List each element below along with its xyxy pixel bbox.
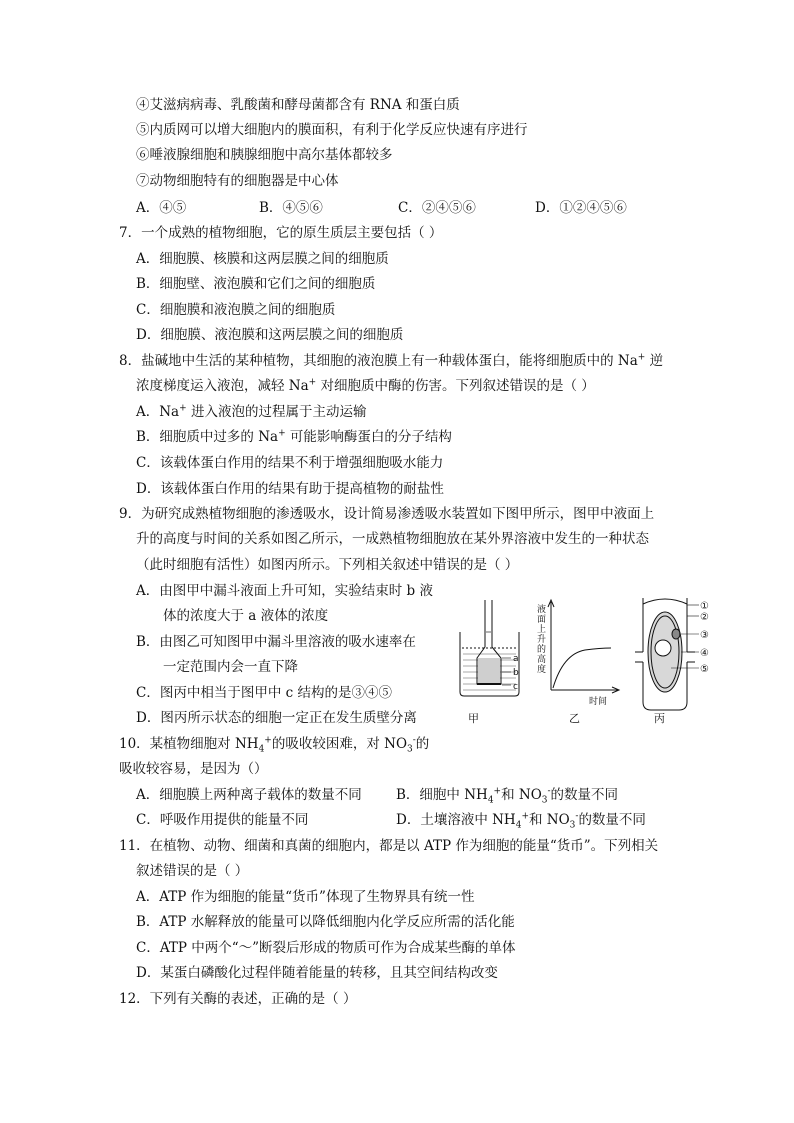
xaxis-label: 时间 (589, 697, 608, 707)
q10-option-d: D．土壤溶液中 $NH_4^+$和 $NO_3^-$的数量不同 (396, 811, 646, 831)
q8-option-c: C．该载体蛋白作用的结果不利于增强细胞吸水能力 (136, 455, 444, 471)
q10-option-c: C．呼吸作用提供的能量不同 (136, 812, 309, 828)
cell-part-3: ③ (700, 630, 709, 641)
q9-stem-line3: （此时细胞有活性）如图丙所示。下列相关叙述中错误的是（ ） (136, 557, 519, 573)
q8-option-a: A．Na+ 进入液泡的过程属于主动运输 (136, 403, 367, 420)
q9-option-a-line2: 体的浓度大于 a 液体的浓度 (163, 608, 329, 624)
q6-option-b: B．④⑤⑥ (259, 200, 323, 216)
q9-option-b-line1: B．由图乙可知图甲中漏斗里溶液的吸水速率在 (136, 634, 416, 650)
q8-stem-line1: 8．盐碱地中生活的某种植物，其细胞的液泡膜上有一种载体蛋白，能将细胞质中的 Na+ 逆 (119, 352, 664, 369)
q9-stem-line1: 9．为研究成熟植物细胞的渗透吸水，设计简易渗透吸水装置如下图甲所示，图甲中液面上 (119, 506, 655, 522)
q11-option-c: C．ATP 中两个“～”断裂后形成的物质可作为合成某些酶的单体 (136, 940, 516, 956)
q12-stem: 12．下列有关酶的表述，正确的是（ ） (119, 991, 357, 1007)
osmosis-figure (455, 592, 720, 730)
q11-option-a: A．ATP 作为细胞的能量“货币”体现了生物界具有统一性 (136, 889, 475, 905)
label-a: a (513, 654, 519, 664)
yaxis-char-5: 的 (537, 645, 547, 655)
q7-option-c: C．细胞膜和液泡膜之间的细胞质 (136, 302, 336, 318)
curve (553, 648, 611, 688)
yaxis-char-7: 度 (537, 665, 547, 675)
q11-option-b: B．ATP 水解释放的能量可以降低细胞内化学反应所需的活化能 (136, 914, 515, 930)
q6-option-a: A．④⑤ (136, 200, 187, 216)
q7-stem: 7．一个成熟的植物细胞，它的原生质层主要包括（ ） (119, 225, 443, 241)
q7-option-d: D．细胞膜、液泡膜和这两层膜之间的细胞质 (136, 327, 404, 343)
osmosis-figure-svg (455, 592, 720, 730)
q6-item-7: ⑦动物细胞特有的细胞器是中心体 (136, 173, 339, 189)
cell-bing (635, 598, 699, 710)
label-bing: 丙 (654, 712, 665, 725)
q6-option-d: D．①②④⑤⑥ (535, 200, 627, 216)
q10-option-a: A．细胞膜上两种离子载体的数量不同 (136, 787, 362, 803)
q9-option-a-line1: A．由图甲中漏斗液面上升可知，实验结束时 b 液 (136, 583, 433, 599)
label-yi: 乙 (569, 712, 580, 725)
label-jia: 甲 (468, 712, 479, 725)
cell-part-4: ④ (700, 648, 709, 659)
q7-option-b: B．细胞壁、液泡膜和它们之间的细胞质 (136, 276, 376, 292)
q9-option-c: C．图丙中相当于图甲中 c 结构的是③④⑤ (136, 685, 392, 701)
q6-item-5: ⑤内质网可以增大细胞内的膜面积，有利于化学反应快速有序进行 (136, 122, 528, 138)
cell-part-5: ⑤ (700, 664, 709, 675)
q11-option-d: D．某蛋白磷酸化过程伴随着能量的转移，且其空间结构改变 (136, 965, 498, 981)
q9-option-b-line2: 一定范围内会一直下降 (163, 659, 298, 675)
yaxis-char-6: 高 (537, 655, 547, 665)
q6-option-c: C．②④⑤⑥ (398, 200, 476, 216)
q7-option-a: A．细胞膜、核膜和这两层膜之间的细胞质 (136, 251, 389, 267)
q8-option-d: D．该载体蛋白作用的结果有助于提高植物的耐盐性 (136, 481, 444, 497)
q9-stem-line2: 升的高度与时间的关系如图乙所示，一成熟植物细胞放在某外界溶液中发生的一种状态 (136, 531, 649, 547)
label-c: c (513, 682, 518, 692)
apparatus-jia (460, 600, 519, 696)
yaxis-char-4: 升 (537, 635, 547, 645)
label-b: b (513, 668, 519, 678)
q6-item-4: ④艾滋病病毒、乳酸菌和酵母菌都含有 RNA 和蛋白质 (136, 97, 460, 113)
q10-stem-line1: 10．某植物细胞对 $NH_4^+$的吸收较困难，对 $NO_3^-$的 (119, 735, 430, 755)
q6-item-6: ⑥唾液腺细胞和胰腺细胞中高尔基体都较多 (136, 147, 393, 163)
graph-yi (537, 600, 619, 707)
cell-part-2: ② (700, 612, 709, 623)
cell-part-1: ① (700, 601, 709, 612)
q8-stem-line2: 浓度梯度运入液泡，减轻 Na+ 对细胞质中酶的伤害。下列叙述错误的是（ ） (136, 377, 595, 394)
yaxis-char-2: 面 (537, 615, 547, 625)
q11-stem-line1: 11．在植物、动物、细菌和真菌的细胞内，都是以 ATP 作为细胞的能量“货币”。下列相关 (119, 838, 659, 854)
q11-stem-line2: 叙述错误的是（ ） (136, 863, 249, 879)
yaxis-char-1: 液 (537, 605, 547, 615)
q10-option-b: B．细胞中 $NH_4^+$和 $NO_3^-$的数量不同 (396, 786, 619, 806)
q8-option-b: B．细胞质中过多的 Na+ 可能影响酶蛋白的分子结构 (136, 428, 452, 445)
q10-stem-line2: 吸收较容易，是因为（） (119, 761, 268, 777)
yaxis-char-3: 上 (537, 625, 547, 635)
q9-option-d: D．图丙所示状态的细胞一定正在发生质壁分离 (136, 710, 417, 726)
